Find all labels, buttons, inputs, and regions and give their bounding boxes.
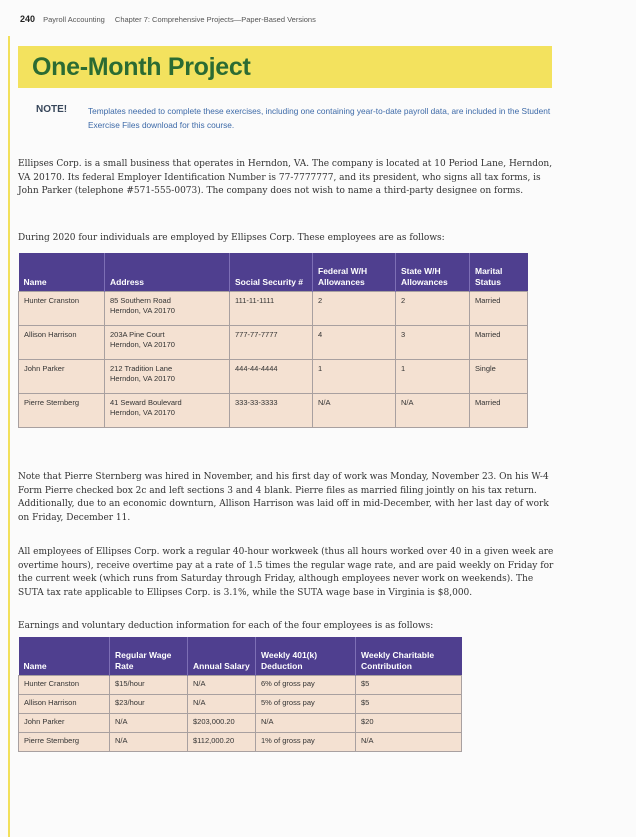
table-row (19, 360, 528, 394)
cell-401k: 5% of gross pay (256, 695, 356, 714)
page-number: 240 (20, 14, 36, 24)
cell-401k: 6% of gross pay (256, 676, 356, 695)
header-marital-status: Marital Status (470, 253, 528, 292)
cell-address (105, 292, 230, 326)
cell-address (105, 360, 230, 394)
cell-marital-status: Married (470, 394, 528, 428)
cell-name: Hunter Cranston (19, 676, 110, 695)
cell-wage-rate: $15/hour (110, 676, 188, 695)
employees-table (18, 253, 528, 428)
table-row (19, 733, 462, 752)
table-row (19, 394, 528, 428)
page-title: One-Month Project (32, 53, 251, 81)
note-label: NOTE! (36, 104, 68, 115)
workweek-paragraph: All employees of Ellipses Corp. work a regular 40-hour workweek (thus all hours worked over 40 in a given week are overtime hours), receive overtime pay at a rate of 1.5 times the regular wage rate, and are paid weekly on Friday for the current week (which runs from Saturday through Friday, although employees never work on weekends). The SUTA tax rate applicable to Ellipses Corp. is 3.1%, while the SUTA wage base in Virginia is $8,000. (18, 547, 554, 598)
cell-ssn: 444-44-4444 (230, 360, 313, 394)
cell-ssn: 777-77-7777 (230, 326, 313, 360)
cell-marital-status: Married (470, 292, 528, 326)
address-line-2: Herndon, VA 20170 (110, 408, 175, 417)
header-annual-salary: Annual Salary (188, 637, 256, 676)
cell-annual-salary: $112,000.20 (188, 733, 256, 752)
header-wage-rate: Regular Wage Rate (110, 637, 188, 676)
cell-name: John Parker (19, 714, 110, 733)
book-title: Payroll Accounting (43, 15, 105, 24)
cell-state-allowances: 1 (396, 360, 470, 394)
cell-state-allowances: 2 (396, 292, 470, 326)
note-text: Templates needed to complete these exercises, including one containing year-to-date payroll data, are included in the Student Exercise Files download for this course. (88, 106, 551, 130)
cell-name: John Parker (19, 360, 105, 394)
address-line-1: 85 Southern Road (110, 296, 171, 305)
note-box (36, 104, 556, 132)
header-name: Name (19, 637, 110, 676)
cell-annual-salary: N/A (188, 695, 256, 714)
cell-charitable: N/A (356, 733, 462, 752)
cell-wage-rate: N/A (110, 714, 188, 733)
earnings-table (18, 637, 462, 752)
header-name: Name (19, 253, 105, 292)
cell-state-allowances: 3 (396, 326, 470, 360)
table-row (19, 292, 528, 326)
cell-name: Pierre Sternberg (19, 733, 110, 752)
cell-charitable: $5 (356, 676, 462, 695)
chapter-title: Chapter 7: Comprehensive Projects—Paper-Based Versions (114, 15, 316, 24)
hiring-note-paragraph: Note that Pierre Sternberg was hired in November, and his first day of work was Monday, November 23. On his W-4 Form Pierre checked box 2c and left sections 3 and 4 blank. Pierre files as married filing jointly on his tax return. Additionally, due to an economic downturn, Allison Harrison was laid off in mid-December, with her last day of work on Friday, December 11. (18, 472, 549, 523)
table-header-row (19, 253, 528, 292)
table-header-row (19, 637, 462, 676)
table-row (19, 695, 462, 714)
employees-intro-paragraph: During 2020 four individuals are employed by Ellipses Corp. These employees are as follows: (18, 233, 445, 243)
header-charitable: Weekly Charitable Contribution (356, 637, 462, 676)
cell-federal-allowances: N/A (313, 394, 396, 428)
address-line-2: Herndon, VA 20170 (110, 374, 175, 383)
cell-name: Allison Harrison (19, 695, 110, 714)
cell-ssn: 333-33-3333 (230, 394, 313, 428)
title-bar (18, 46, 552, 88)
cell-federal-allowances: 1 (313, 360, 396, 394)
header-address: Address (105, 253, 230, 292)
cell-401k: N/A (256, 714, 356, 733)
page-header (20, 14, 626, 24)
cell-charitable: $20 (356, 714, 462, 733)
cell-wage-rate: $23/hour (110, 695, 188, 714)
address-line-1: 41 Seward Boulevard (110, 398, 182, 407)
table-row (19, 676, 462, 695)
cell-annual-salary: $203,000.20 (188, 714, 256, 733)
table-row (19, 326, 528, 360)
header-federal-allowances: Federal W/H Allowances (313, 253, 396, 292)
cell-annual-salary: N/A (188, 676, 256, 695)
cell-marital-status: Married (470, 326, 528, 360)
header-state-allowances: State W/H Allowances (396, 253, 470, 292)
header-ssn: Social Security # (230, 253, 313, 292)
address-line-1: 203A Pine Court (110, 330, 165, 339)
cell-federal-allowances: 2 (313, 292, 396, 326)
cell-401k: 1% of gross pay (256, 733, 356, 752)
intro-paragraph: Ellipses Corp. is a small business that operates in Herndon, VA. The company is located at 10 Period Lane, Herndon, VA 20170. Its federal Employer Identification Number is 77-7777777, and its president, who signs all tax forms, is John Parker (telephone #571-555-0073). The company does not wish to name a third-party designee on forms. (18, 159, 553, 197)
cell-ssn: 111-11-1111 (230, 292, 313, 326)
cell-name: Hunter Cranston (19, 292, 105, 326)
cell-marital-status: Single (470, 360, 528, 394)
cell-charitable: $5 (356, 695, 462, 714)
cell-wage-rate: N/A (110, 733, 188, 752)
table-row (19, 714, 462, 733)
cell-name: Pierre Sternberg (19, 394, 105, 428)
cell-address (105, 394, 230, 428)
cell-federal-allowances: 4 (313, 326, 396, 360)
earnings-intro-paragraph: Earnings and voluntary deduction information for each of the four employees is as follows: (18, 621, 434, 631)
address-line-2: Herndon, VA 20170 (110, 340, 175, 349)
cell-name: Allison Harrison (19, 326, 105, 360)
margin-rule (8, 36, 10, 837)
cell-state-allowances: N/A (396, 394, 470, 428)
address-line-1: 212 Tradition Lane (110, 364, 173, 373)
cell-address (105, 326, 230, 360)
header-401k: Weekly 401(k) Deduction (256, 637, 356, 676)
address-line-2: Herndon, VA 20170 (110, 306, 175, 315)
